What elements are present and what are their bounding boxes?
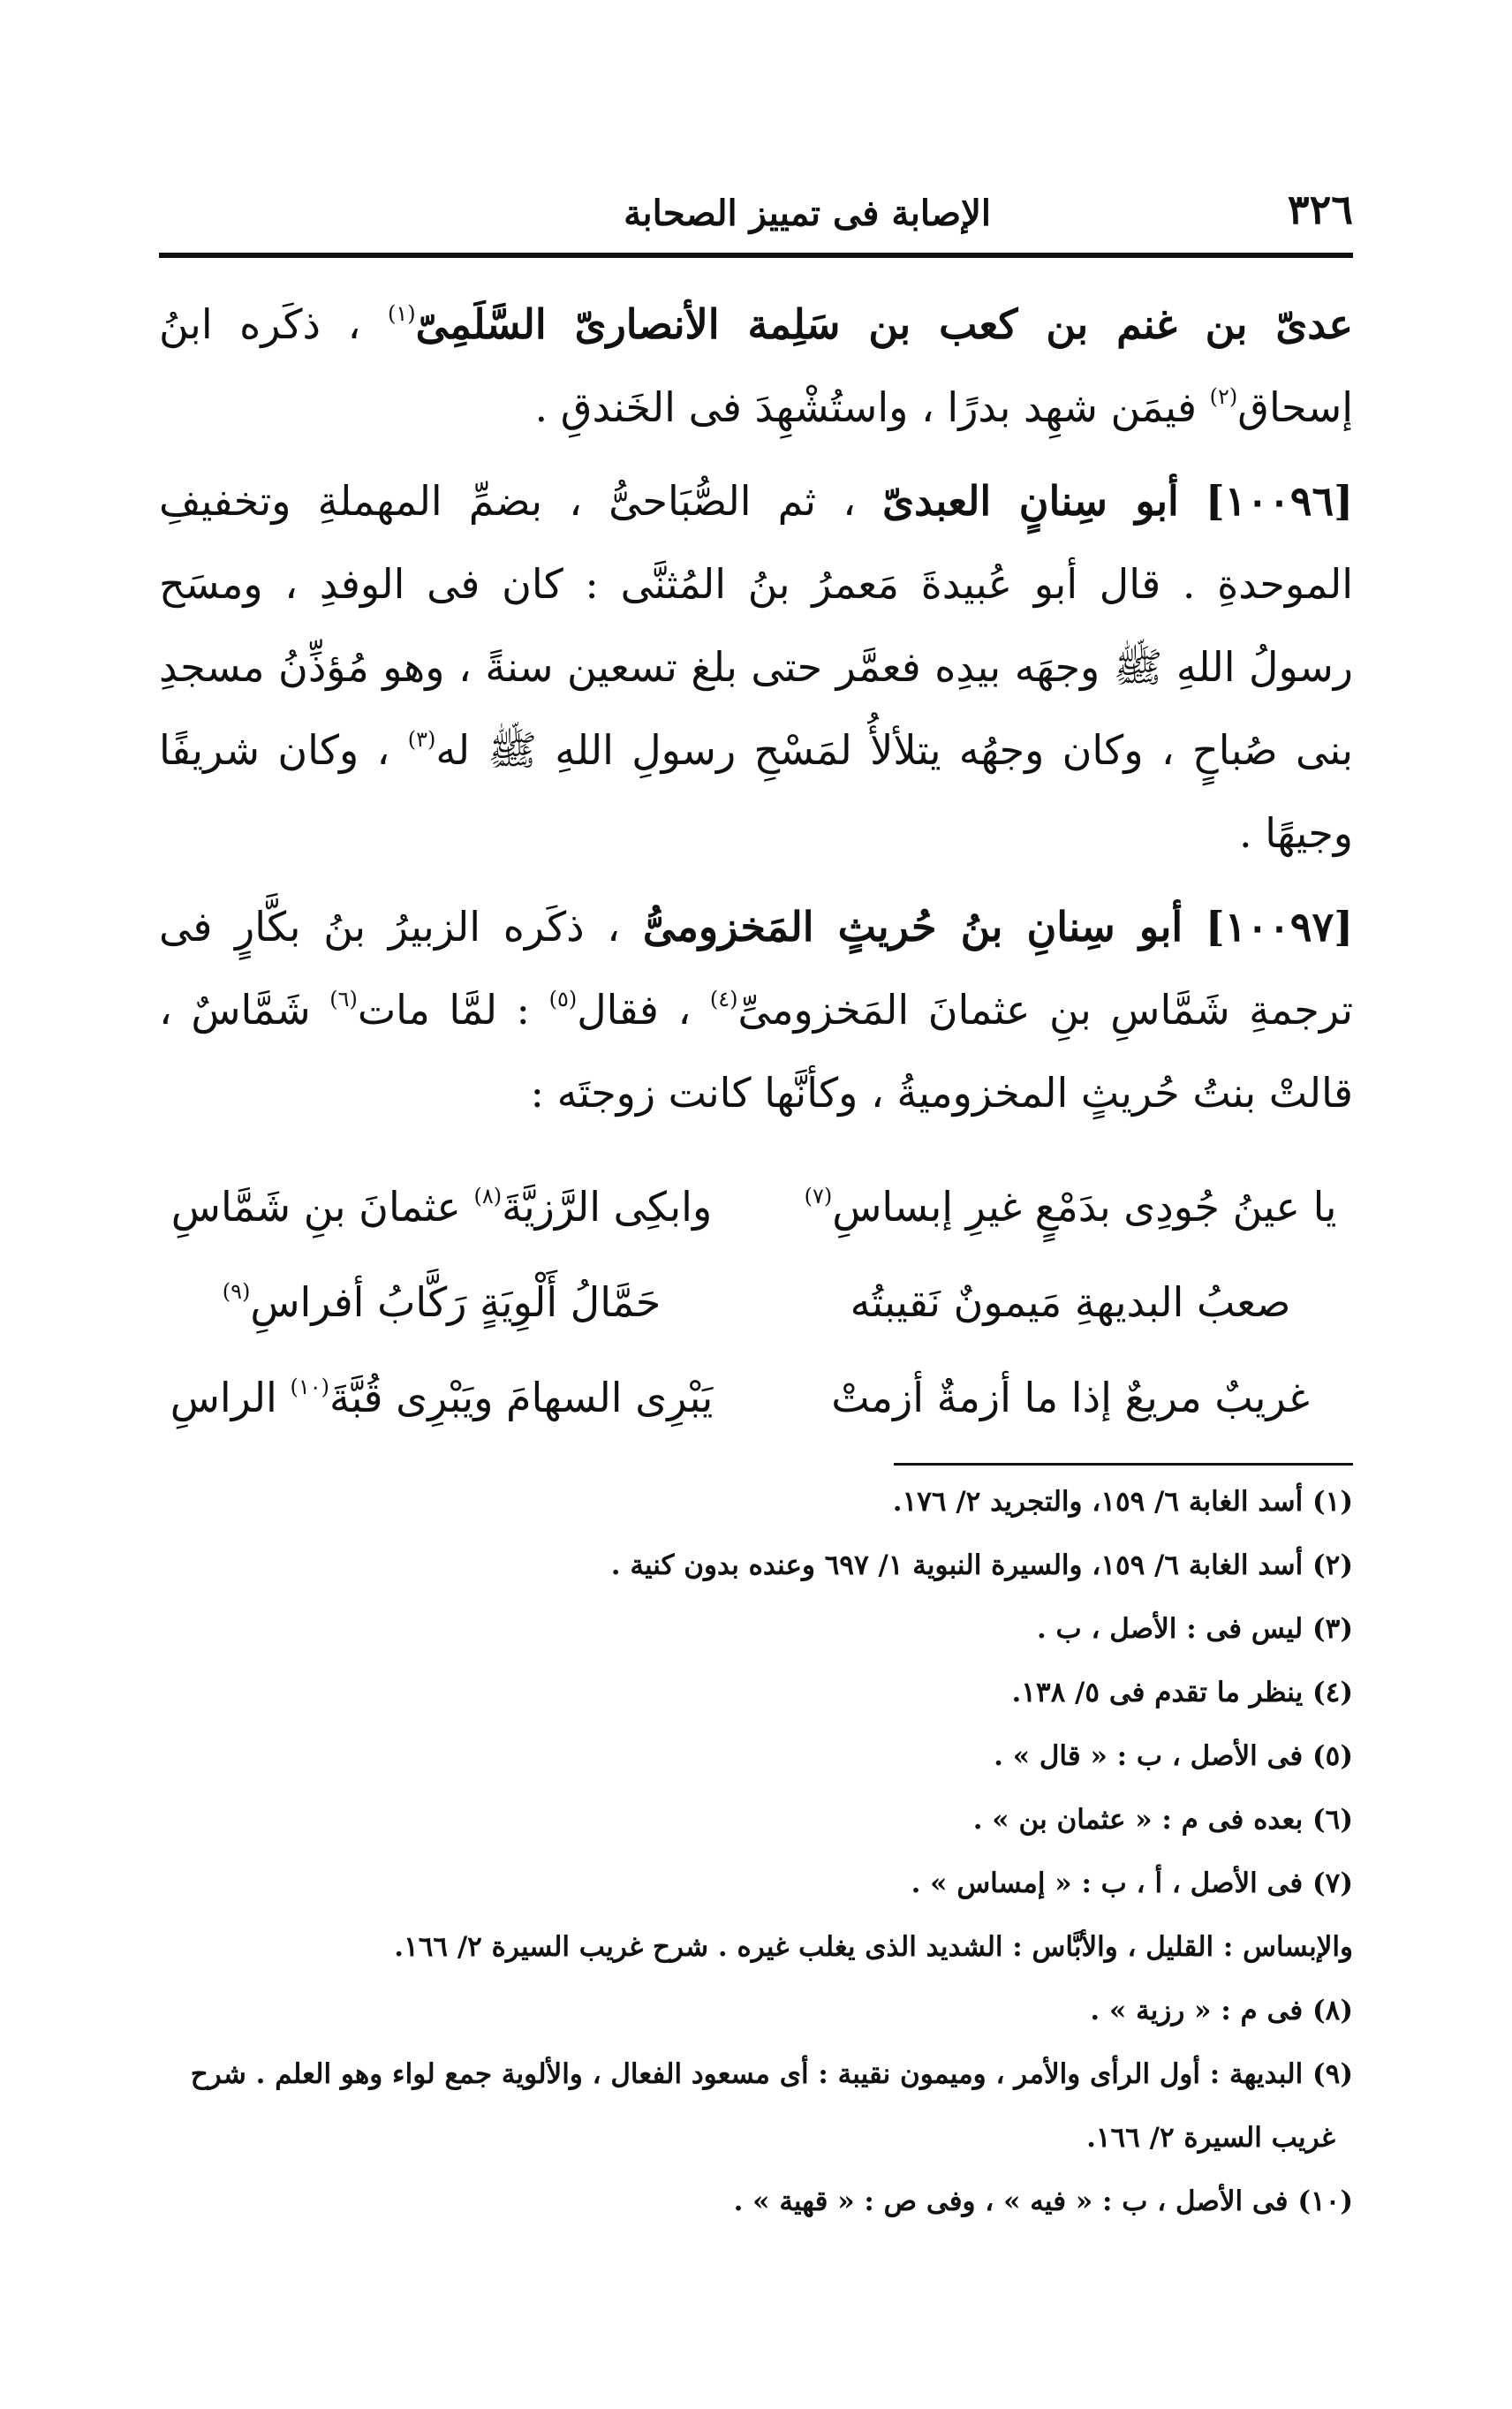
footnote: (٧) فى الأصل ، أ ، ب : « إمساس » . [911, 1867, 1353, 1899]
running-title: الإصابة فى تمييز الصحابة [624, 193, 991, 234]
footnote: (٤) ينظر ما تقدم فى ٥/ ١٣٨. [1011, 1677, 1353, 1708]
footnote-ref: (١٠) [290, 1375, 329, 1399]
footnote: (٦) بعده فى م : « عثمان بن » . [972, 1804, 1353, 1836]
first-hemistich: يا عينُ جُودِى بدَمْعٍ غيرِ إبساسِ$^{(٧)}$ [804, 1183, 1337, 1231]
footnote-continuation: غريب السيرة ٢/ ١٦٦. [1086, 2122, 1335, 2154]
footnote-ref: (٦) [329, 987, 358, 1011]
entry-text: ، وكان شريفًا وجيهًا . [159, 726, 1353, 857]
footnote-ref: (٤) [709, 987, 738, 1011]
second-hemistich: حَمَّالُ أَلْوِيَةٍ رَكَّابُ أفراسِ$^{(٩)}$ [222, 1278, 662, 1326]
footnote: (٢) أسد الغابة ٦/ ١٥٩، والسيرة النبوية ١/ ٦٩٧ وعنده بدون كنية . [610, 1549, 1353, 1581]
footnote: (٥) فى الأصل ، ب : « قال » . [994, 1740, 1353, 1772]
second-hemistich: وابكِى الرَّزيَّةَ$^{(٨)}$ عثمانَ بنِ شَمَّاسِ [170, 1183, 713, 1231]
footnote: (٨) فى م : « رزية » . [1090, 1995, 1353, 2026]
header-rule [159, 253, 1353, 258]
verse-line [159, 1254, 1353, 1350]
footnote-ref: (٢) [1209, 384, 1238, 409]
footnote-ref: (١) [387, 301, 416, 326]
footnote-rule [894, 1463, 1353, 1466]
footnotes [159, 1485, 1353, 2218]
entry-text: ، ثم الصُّبَاحىُّ ، بضمِّ المهملةِ وتخفيفِ الموحدةِ . قال أبو عُبيدةَ مَعمرُ بنُ المُثنَّى : كان فى الوفدِ ، ومسَح رسولُ اللهِ ﷺ وجهَه بيدِه فعمَّر حتى بلغ تسعين سنةً ، وهو مُؤذِّنُ مسجدِ بنى صُباحٍ ، وكان وجهُه يتلألأُ لمَسْحِ رسولِ اللهِ ﷺ له [159, 477, 1354, 774]
page-header [159, 177, 1353, 247]
verse-line [159, 1159, 1353, 1254]
entry-adi-bin-ghanm [159, 283, 1353, 449]
entry-10097 [159, 885, 1353, 1134]
first-hemistich: صعبُ البديهةِ مَيمونٌ نَقيبتُه [850, 1278, 1291, 1326]
footnote-ref: (٧) [804, 1184, 833, 1208]
footnote: (١) أسد الغابة ٦/ ١٥٩، والتجريد ٢/ ١٧٦. [892, 1486, 1353, 1518]
footnote: (٩) البديهة : أول الرأى والأمر ، وميمون نقيبة : أى مسعود الفعال ، والألوية جمع لواء وهو العلم . شرح [190, 2058, 1353, 2090]
entry-number: [١٠٠٩٧] [1205, 903, 1353, 951]
entry-text: : لمَّا مات [357, 986, 531, 1034]
main-text [159, 283, 1353, 1134]
entry-name: عدىّ بن غنم بن كعب بن سَلِمة الأنصارىّ السَّلَمِىّ [415, 300, 1354, 348]
footnote: (٣) ليس فى : الأصل ، ب . [1036, 1613, 1353, 1645]
footnote: والإبساس : القليل ، والأبَّاس : الشديد الذى يغلب غيره . شرح غريب السيرة ٢/ ١٦٦. [394, 1931, 1353, 1963]
poem [159, 1159, 1353, 1445]
first-hemistich: غريبٌ مريعٌ إذا ما أزمةٌ أزمتْ [831, 1374, 1310, 1421]
entry-text: ، ذكَره الزبيرُ بنُ بكَّارٍ فى ترجمةِ شَمَّاسِ بنِ عثمانَ المَخزومىِّ [159, 903, 1354, 1034]
footnote-ref: (٨) [473, 1184, 503, 1208]
footnote-ref: (٥) [548, 987, 578, 1011]
footnote-ref: (٣) [407, 727, 436, 752]
page-number: ٣٢٦ [1287, 186, 1353, 233]
entry-10096 [159, 459, 1353, 875]
footnote: (١٠) فى الأصل ، ب : « فيه » ، وفى ص : « قهية » . [733, 2186, 1353, 2217]
entry-number: [١٠٠٩٦] [1205, 477, 1353, 525]
entry-text: فيمَن شهِد بدرًا ، واستُشْهِدَ فى الخَندقِ . [534, 383, 1197, 431]
footnote-ref: (٩) [222, 1279, 251, 1304]
verse-line [159, 1350, 1353, 1445]
entry-name: أبو سِنانِ بنُ حُريثٍ المَخزومىُّ [642, 903, 1183, 951]
entry-text: ، فقال [577, 986, 692, 1034]
second-hemistich: يَبْرِى السهامَ ويَبْرِى قُبَّةَ$^{(١٠)}$ الراسِ [170, 1374, 714, 1421]
entry-text: شَمَّاسٌ ، قالتْ بنتُ حُريثٍ المخزوميةُ ، وكأنَّها كانت زوجتَه : [159, 986, 1353, 1117]
entry-name: أبو سِنانٍ العبدىّ [882, 477, 1179, 525]
page [159, 177, 1353, 2248]
entry-text: ، ذكَره ابنُ إسحاق [159, 300, 1353, 431]
